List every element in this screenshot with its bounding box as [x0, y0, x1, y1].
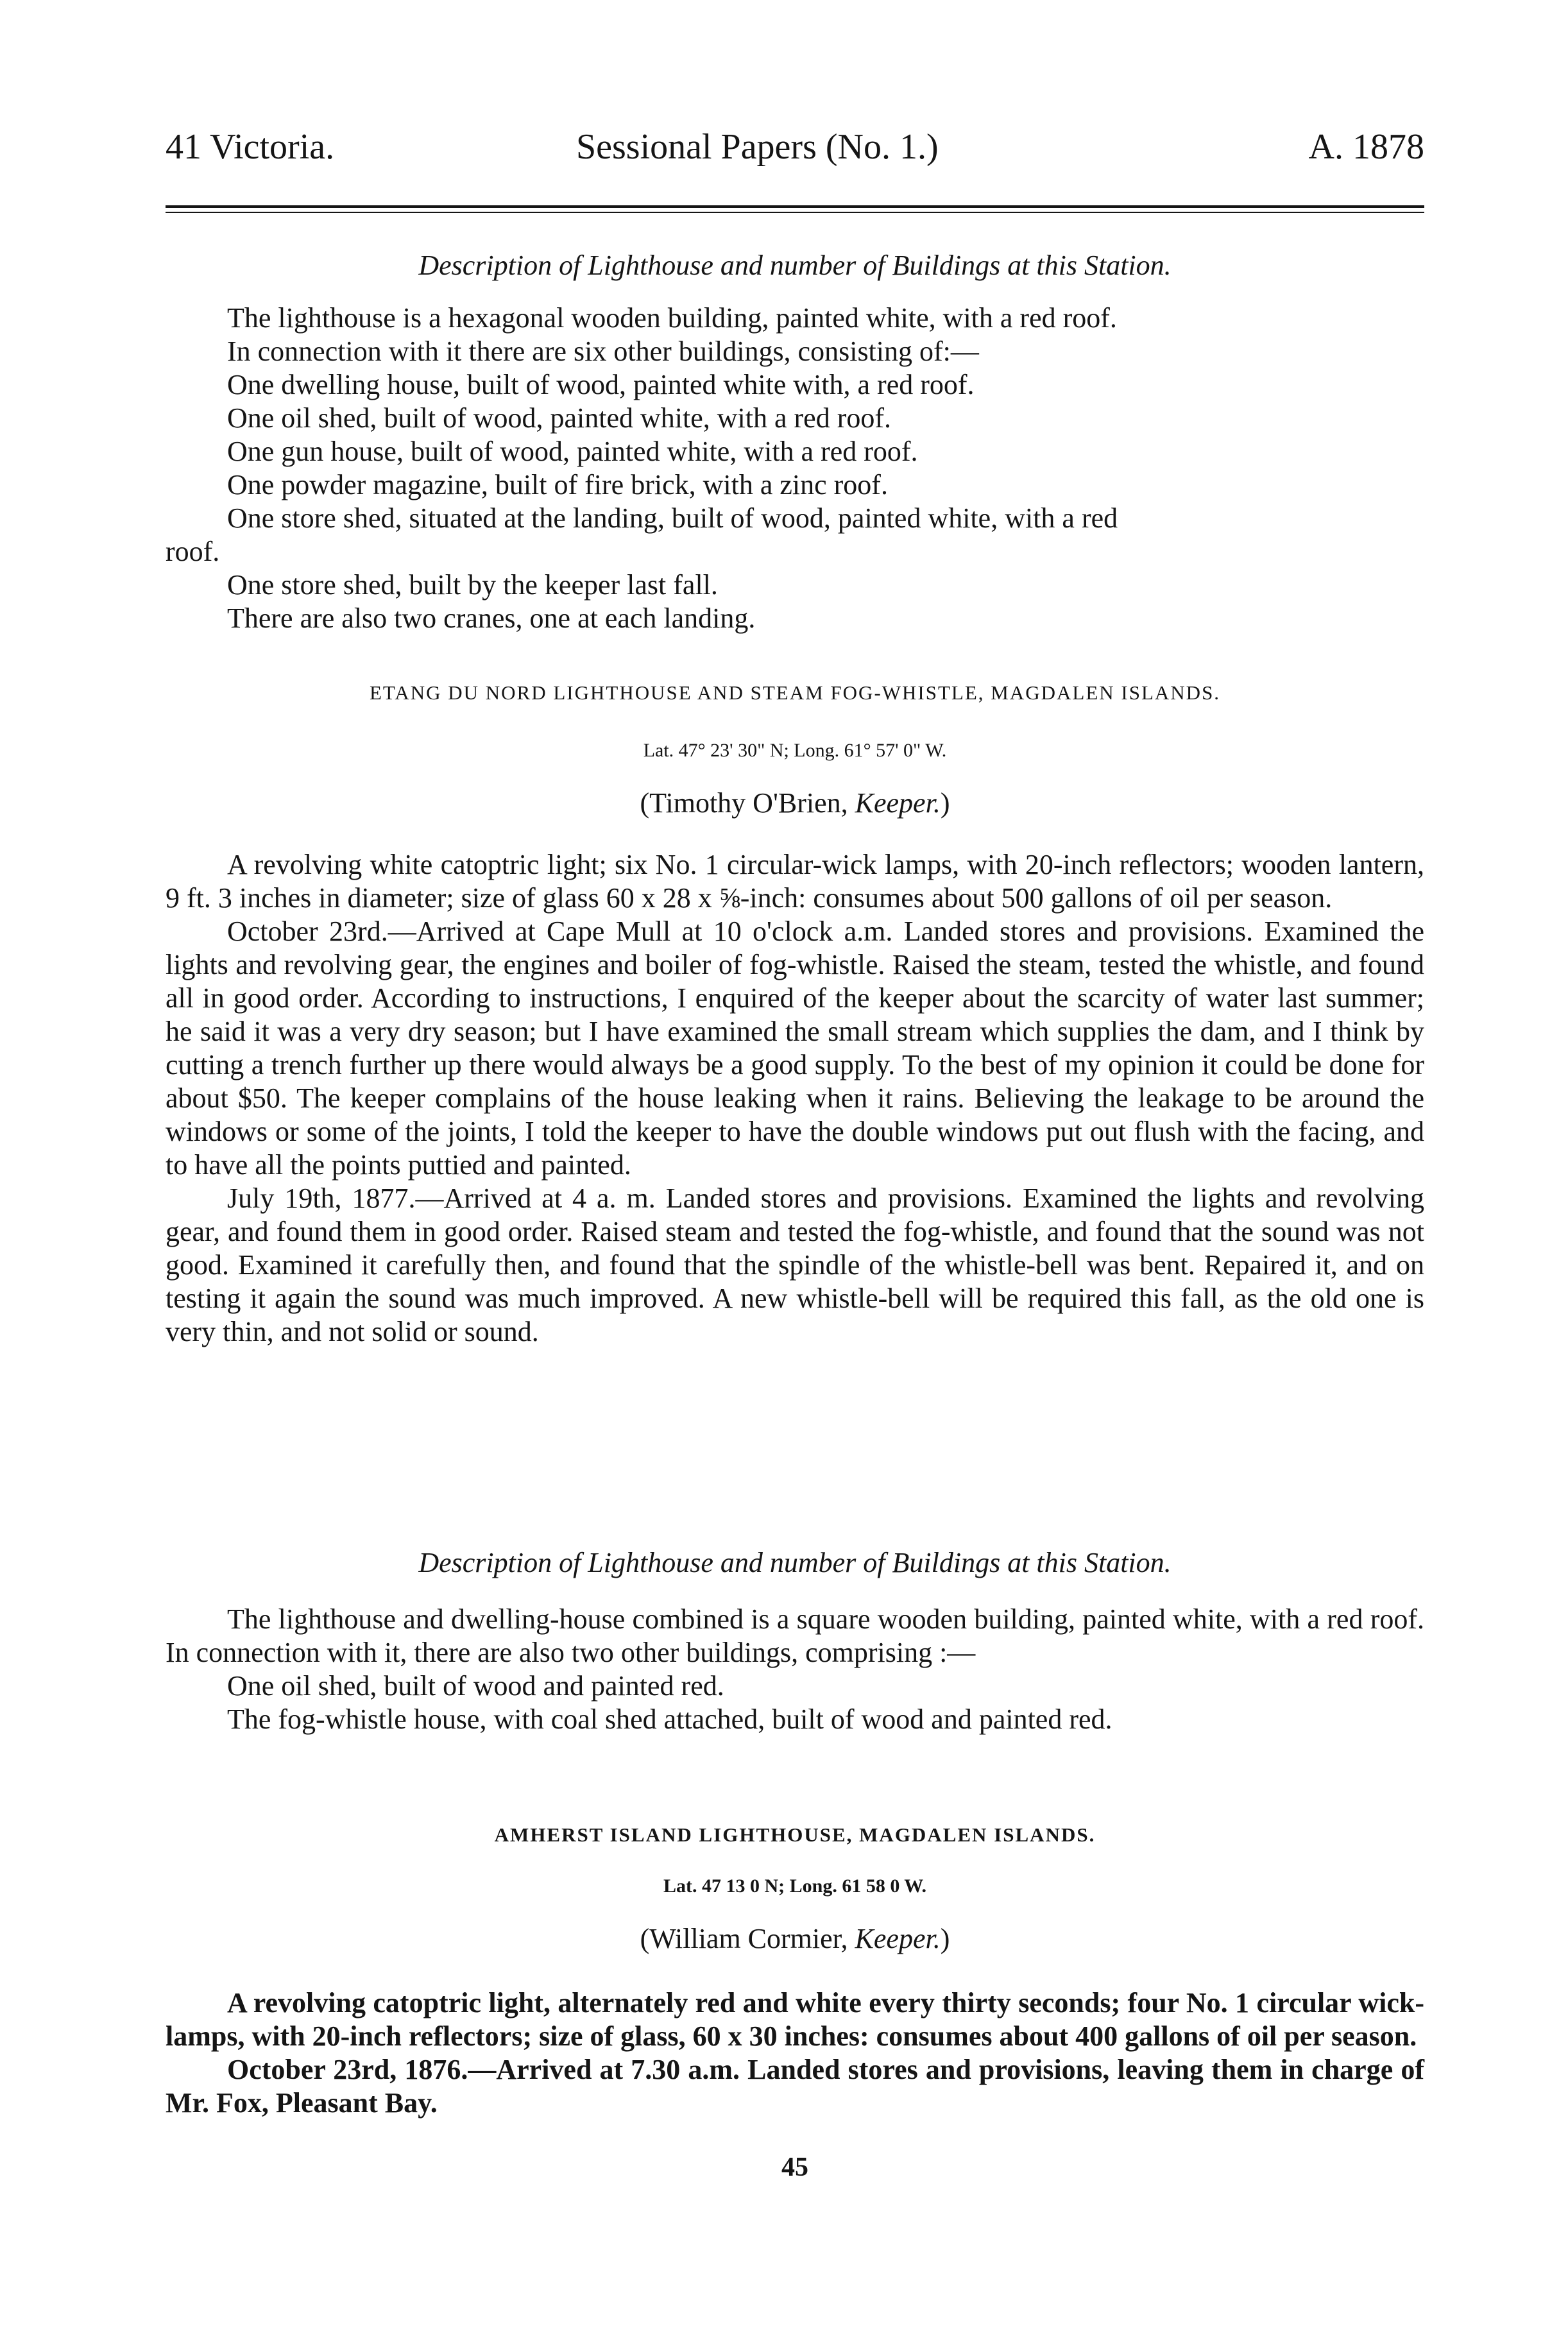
text-line: There are also two cranes, one at each landing.: [227, 602, 756, 634]
text-line: One store shed, built by the keeper last fall.: [227, 569, 718, 601]
text-line: One dwelling house, built of wood, painted white with, a red roof.: [227, 369, 975, 400]
station-position: Lat. 47° 23' 30" N; Long. 61° 57' 0" W.: [643, 740, 947, 761]
keeper-name: (Timothy O'Brien,: [640, 787, 855, 819]
light-description: A revolving catoptric light, alternately red and white every thirty seconds; four No. 1 circular wick-lamps, with 20-inch reflectors; size of glass, 60 x 30 inches: consumes about 400 gallons of oil per season.: [166, 1987, 1424, 2052]
text-line: One gun house, built of wood, painted white, with a red roof.: [227, 436, 918, 467]
text-line: roof.: [166, 536, 220, 567]
keeper-role: Keeper.: [855, 1923, 941, 1954]
keeper-close: ): [940, 1923, 950, 1954]
buildings-description: [166, 1603, 1424, 1736]
text-line: One oil shed, built of wood, painted white, with a red roof.: [227, 402, 892, 434]
station-body: [166, 848, 1424, 1349]
text-line: In connection with it there are six other buildings, consisting of:—: [227, 336, 979, 367]
section-caption: Description of Lighthouse and number of Buildings at this Station.: [418, 250, 1172, 281]
section-caption: Description of Lighthouse and number of Buildings at this Station.: [418, 1547, 1172, 1578]
buildings-list: [166, 302, 1424, 635]
keeper-close: ): [940, 787, 950, 819]
text-line: The fog-whistle house, with coal shed attached, built of wood and painted red.: [227, 1703, 1112, 1735]
header-session: 41 Victoria.: [166, 127, 335, 167]
header-year: A. 1878: [1308, 127, 1424, 167]
station-heading: ETANG DU NORD LIGHTHOUSE AND STEAM FOG-WHISTLE, MAGDALEN ISLANDS.: [369, 681, 1221, 704]
header-title: Sessional Papers (No. 1.): [576, 127, 939, 167]
keeper-name: (William Cormier,: [640, 1923, 855, 1954]
page-number: 45: [781, 2153, 808, 2182]
text-line: The lighthouse is a hexagonal wooden building, painted white, with a red roof.: [227, 302, 1117, 334]
building-paragraph: The lighthouse and dwelling-house combined is a square wooden building, painted white, with a red roof. In connection with it, there are also two other buildings, comprising :—: [166, 1603, 1424, 1668]
light-description: A revolving white catoptric light; six No. 1 circular-wick lamps, with 20-inch reflectors; wooden lantern, 9 ft. 3 inches in diameter; size of glass 60 x 28 x ⅝-inch: consumes about 500 gallons of oil per season.: [166, 849, 1424, 914]
running-header: [166, 124, 1424, 169]
station-position: Lat. 47 13 0 N; Long. 61 58 0 W.: [663, 1875, 927, 1897]
station-heading: AMHERST ISLAND LIGHTHOUSE, MAGDALEN ISLANDS.: [494, 1823, 1096, 1846]
text-line: One store shed, situated at the landing, built of wood, painted white, with a red: [227, 502, 1118, 534]
visit-report: July 19th, 1877.—Arrived at 4 a. m. Landed stores and provisions. Examined the lights and revolving gear, and found them in good order. Raised steam and tested the fog-whistle, and found that the sound was not good. Examined it carefully then, and found that the spindle of the whistle-bell was bent. Repaired it, and on testing it again the sound was much improved. A new whistle-bell will be required this fall, as the old one is very thin, and not solid or sound.: [166, 1182, 1424, 1347]
keeper-line: [166, 1921, 1424, 1957]
keeper-role: Keeper.: [855, 787, 941, 819]
header-rule-thin: [166, 212, 1424, 213]
text-line: One oil shed, built of wood and painted red.: [227, 1670, 724, 1702]
keeper-line: [166, 785, 1424, 821]
station-body: [166, 1986, 1424, 2120]
header-rule-thick: [166, 205, 1424, 208]
visit-report: October 23rd.—Arrived at Cape Mull at 10 o'clock a.m. Landed stores and provisions. Examined the lights and revolving gear, the engines and boiler of fog-whistle. Raised the steam, tested the whistle, and found all in good order. According to instructions, I enquired of the keeper about the scarcity of water last summer; he said it was a very dry season; but I have examined the small stream which supplies the dam, and I think by cutting a trench further up there would always be a good supply. To the best of my opinion it could be done for about $50. The keeper complains of the house leaking when it rains. Believing the leakage to be around the windows or some of the joints, I told the keeper to have the double windows put out flush with the facing, and to have all the points puttied and painted.: [166, 916, 1424, 1181]
visit-report: October 23rd, 1876.—Arrived at 7.30 a.m. Landed stores and provisions, leaving them in charge of Mr. Fox, Pleasant Bay.: [166, 2054, 1424, 2119]
text-line: One powder magazine, built of fire brick, with a zinc roof.: [227, 469, 888, 500]
